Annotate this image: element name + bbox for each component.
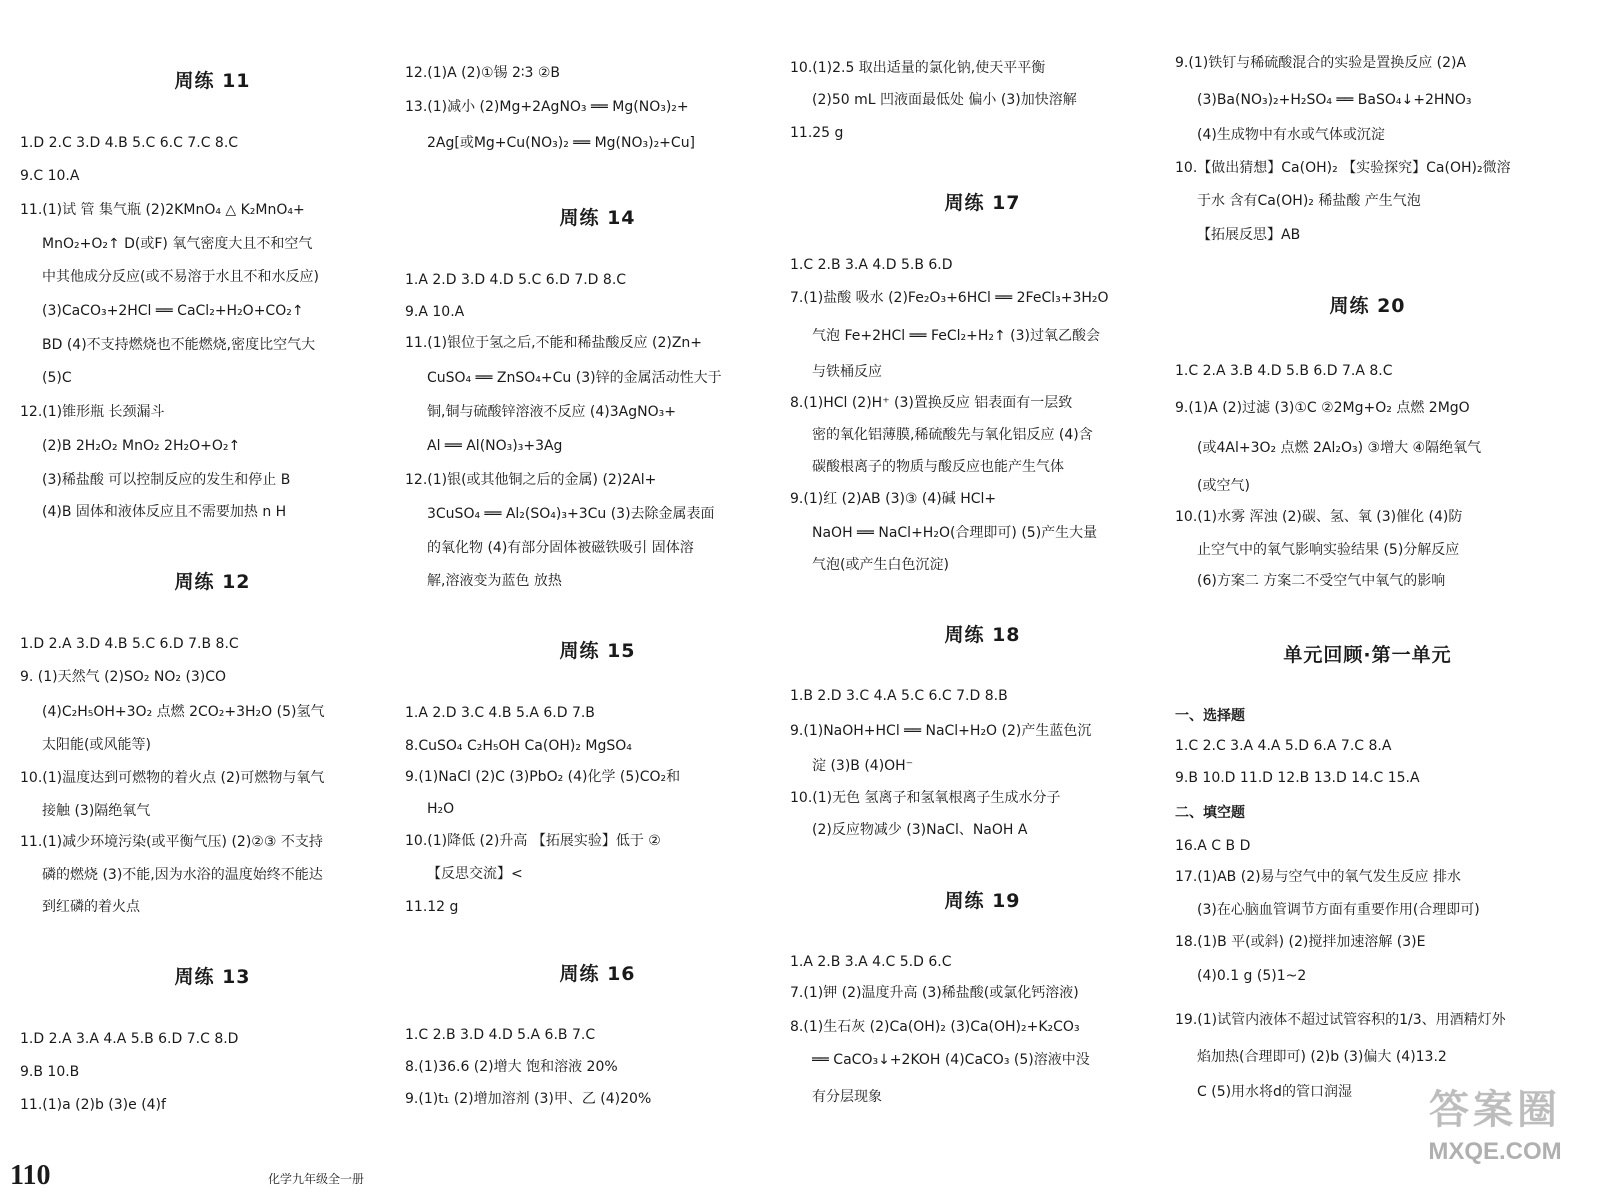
- answer-line: NaOH ══ NaCl+H₂O(合理即可) (5)产生大量: [812, 525, 1098, 541]
- answer-line: 于水 含有Ca(OH)₂ 稀盐酸 产生气泡: [1197, 193, 1421, 209]
- answer-line: 9.(1)A (2)过滤 (3)①C ②2Mg+O₂ 点燃 2MgO: [1175, 400, 1470, 416]
- answer-line: 1.C 2.B 3.D 4.D 5.A 6.B 7.C: [405, 1027, 596, 1043]
- section-title: 周练 11: [174, 70, 251, 92]
- column-3: [790, 0, 1175, 1197]
- answer-line: 1.A 2.D 3.D 4.D 5.C 6.D 7.D 8.C: [405, 272, 627, 288]
- answer-line: 淀 (3)B (4)OH⁻: [812, 758, 914, 774]
- answer-line: 9.(1)NaOH+HCl ══ NaCl+H₂O (2)产生蓝色沉: [790, 723, 1092, 739]
- answer-line: 1.D 2.A 3.A 4.A 5.B 6.D 7.C 8.D: [20, 1031, 239, 1047]
- answer-line: 10.(1)水雾 浑浊 (2)碳、氢、氧 (3)催化 (4)防: [1175, 509, 1463, 525]
- answer-line: 气泡 Fe+2HCl ══ FeCl₂+H₂↑ (3)过氧乙酸会: [812, 328, 1100, 344]
- answer-line: 的氧化物 (4)有部分固体被磁铁吸引 固体溶: [427, 540, 694, 556]
- answer-line: 气泡(或产生白色沉淀): [812, 557, 949, 573]
- section-title: 周练 19: [944, 890, 1021, 912]
- answer-line: 12.(1)银(或其他铜之后的金属) (2)2Al+: [405, 472, 657, 488]
- book-title: 化学九年级全一册: [268, 1172, 365, 1186]
- answer-line: (3)Ba(NO₃)₂+H₂SO₄ ══ BaSO₄↓+2HNO₃: [1197, 92, 1472, 108]
- section-title: 单元回顾·第一单元: [1283, 644, 1452, 666]
- answer-line: (4)0.1 g (5)1~2: [1197, 968, 1307, 984]
- answer-line: 9.(1)铁钉与稀硫酸混合的实验是置换反应 (2)A: [1175, 55, 1467, 71]
- answer-line: MnO₂+O₂↑ D(或F) 氧气密度大且不和空气: [42, 236, 313, 252]
- answer-line: 19.(1)试管内液体不超过试管容积的1/3、用酒精灯外: [1175, 1012, 1506, 1028]
- section-title: 周练 18: [944, 624, 1021, 646]
- section-title: 周练 16: [559, 963, 636, 985]
- page-number: 110: [10, 1160, 51, 1191]
- answer-line: 磷的燃烧 (3)不能,因为水浴的温度始终不能达: [42, 867, 323, 883]
- answer-line: (3)稀盐酸 可以控制反应的发生和停止 B: [42, 472, 291, 488]
- answer-line: 与铁桶反应: [812, 364, 882, 380]
- answer-line: 9.B 10.D 11.D 12.B 13.D 14.C 15.A: [1175, 770, 1420, 786]
- answer-line: 有分层现象: [812, 1089, 882, 1105]
- answer-line: 11.(1)银位于氢之后,不能和稀盐酸反应 (2)Zn+: [405, 335, 703, 351]
- answer-line: H₂O: [427, 801, 455, 817]
- answer-line: 中其他成分反应(或不易溶于水且不和水反应): [42, 269, 319, 285]
- answer-line: 9.(1)红 (2)AB (3)③ (4)碱 HCl+: [790, 491, 997, 507]
- answer-line: 太阳能(或风能等): [42, 737, 151, 753]
- watermark-logo: 答案圈: [1429, 1087, 1561, 1133]
- answer-line: 9.A 10.A: [405, 304, 465, 320]
- answer-line: 11.(1)试 管 集气瓶 (2)2KMnO₄ △ K₂MnO₄+: [20, 202, 305, 218]
- answer-line: 17.(1)AB (2)易与空气中的氧气发生反应 排水: [1175, 869, 1462, 885]
- answer-line: 铜,铜与硫酸锌溶液不反应 (4)3AgNO₃+: [427, 404, 676, 420]
- section-title: 周练 14: [559, 207, 636, 229]
- answer-line: 1.C 2.B 3.A 4.D 5.B 6.D: [790, 257, 953, 273]
- answer-line: 焰加热(合理即可) (2)b (3)偏大 (4)13.2: [1197, 1049, 1447, 1065]
- section-title: 周练 12: [174, 571, 251, 593]
- answer-line: 18.(1)B 平(或斜) (2)搅拌加速溶解 (3)E: [1175, 934, 1426, 950]
- answer-line: (3)在心脑血管调节方面有重要作用(合理即可): [1197, 902, 1480, 918]
- answer-line: BD (4)不支持燃烧也不能燃烧,密度比空气大: [42, 337, 316, 353]
- watermark-url: MXQE.COM: [1428, 1138, 1562, 1165]
- watermark: [1395, 1078, 1595, 1178]
- answer-line: (3)CaCO₃+2HCl ══ CaCl₂+H₂O+CO₂↑: [42, 303, 304, 319]
- answer-line: (2)50 mL 凹液面最低处 偏小 (3)加快溶解: [812, 92, 1077, 108]
- answer-line: 7.(1)钾 (2)温度升高 (3)稀盐酸(或氯化钙溶液): [790, 985, 1079, 1001]
- answer-line: 12.(1)锥形瓶 长颈漏斗: [20, 404, 165, 420]
- subsection-heading: 二、填空题: [1175, 805, 1245, 821]
- answer-line: 9.(1)NaCl (2)C (3)PbO₂ (4)化学 (5)CO₂和: [405, 769, 681, 785]
- answer-line: 1.A 2.D 3.C 4.B 5.A 6.D 7.B: [405, 705, 595, 721]
- subsection-heading: 一、选择题: [1175, 708, 1245, 724]
- answer-line: 12.(1)A (2)①锡 2∶3 ②B: [405, 65, 561, 81]
- answer-line: 9.B 10.B: [20, 1064, 80, 1080]
- column-1: [20, 0, 405, 1197]
- answer-line: 10.(1)降低 (2)升高 【拓展实验】低于 ②: [405, 833, 661, 849]
- answer-line: 8.(1)36.6 (2)增大 饱和溶液 20%: [405, 1059, 618, 1075]
- section-title: 周练 17: [944, 192, 1021, 214]
- answer-line: (2)反应物减少 (3)NaCl、NaOH A: [812, 822, 1028, 838]
- answer-line: 接触 (3)隔绝氧气: [42, 803, 151, 819]
- answer-line: 止空气中的氧气影响实验结果 (5)分解反应: [1197, 542, 1460, 558]
- answer-line: 8.(1)生石灰 (2)Ca(OH)₂ (3)Ca(OH)₂+K₂CO₃: [790, 1019, 1080, 1035]
- column-2: [405, 0, 790, 1197]
- answer-line: ══ CaCO₃↓+2KOH (4)CaCO₃ (5)溶液中没: [812, 1052, 1090, 1068]
- section-title: 周练 15: [559, 640, 636, 662]
- answer-line: 1.D 2.A 3.D 4.B 5.C 6.D 7.B 8.C: [20, 636, 239, 652]
- answer-line: 解,溶液变为蓝色 放热: [427, 573, 562, 589]
- answer-line: 11.(1)a (2)b (3)e (4)f: [20, 1097, 166, 1113]
- section-title: 周练 20: [1329, 295, 1406, 317]
- answer-line: 1.B 2.D 3.C 4.A 5.C 6.C 7.D 8.B: [790, 688, 1008, 704]
- answer-line: 10.(1)无色 氢离子和氢氧根离子生成水分子: [790, 790, 1061, 806]
- answer-line: (5)C: [42, 370, 72, 386]
- answer-line: (6)方案二 方案二不受空气中氧气的影响: [1197, 573, 1446, 589]
- answer-line: 8.(1)HCl (2)H⁺ (3)置换反应 铝表面有一层致: [790, 395, 1073, 411]
- answer-line: 3CuSO₄ ══ Al₂(SO₄)₃+3Cu (3)去除金属表面: [427, 506, 715, 522]
- answer-line: (2)B 2H₂O₂ MnO₂ 2H₂O+O₂↑: [42, 438, 241, 454]
- answer-line: (4)B 固体和液体反应且不需要加热 n H: [42, 504, 287, 520]
- answer-line: (或4Al+3O₂ 点燃 2Al₂O₃) ③增大 ④隔绝氧气: [1197, 440, 1482, 456]
- answer-line: 8.CuSO₄ C₂H₅OH Ca(OH)₂ MgSO₄: [405, 738, 632, 754]
- answer-line: 11.25 g: [790, 125, 844, 141]
- answer-line: 【拓展反思】AB: [1197, 227, 1301, 243]
- answer-line: 9.C 10.A: [20, 168, 80, 184]
- column-4: [1175, 0, 1560, 1197]
- answer-line: 10.(1)2.5 取出适量的氯化钠,使天平平衡: [790, 60, 1046, 76]
- section-title: 周练 13: [174, 966, 251, 988]
- answer-line: 9. (1)天然气 (2)SO₂ NO₂ (3)CO: [20, 669, 227, 685]
- answer-line: (4)生成物中有水或气体或沉淀: [1197, 127, 1385, 143]
- answer-line: 10.【做出猜想】Ca(OH)₂ 【实验探究】Ca(OH)₂微溶: [1175, 160, 1511, 176]
- answer-line: 11.12 g: [405, 899, 459, 915]
- answer-line: C (5)用水将d的管口润湿: [1197, 1084, 1352, 1100]
- answer-line: (4)C₂H₅OH+3O₂ 点燃 2CO₂+3H₂O (5)氢气: [42, 704, 325, 720]
- answer-line: CuSO₄ ══ ZnSO₄+Cu (3)锌的金属活动性大于: [427, 370, 722, 386]
- answer-line: 7.(1)盐酸 吸水 (2)Fe₂O₃+6HCl ══ 2FeCl₃+3H₂O: [790, 290, 1109, 306]
- answer-line: 1.C 2.C 3.A 4.A 5.D 6.A 7.C 8.A: [1175, 738, 1392, 754]
- answer-line: 1.D 2.C 3.D 4.B 5.C 6.C 7.C 8.C: [20, 135, 239, 151]
- answer-line: Al ══ Al(NO₃)₃+3Ag: [427, 438, 563, 454]
- answer-line: 2Ag[或Mg+Cu(NO₃)₂ ══ Mg(NO₃)₂+Cu]: [427, 135, 696, 151]
- answer-line: 1.A 2.B 3.A 4.C 5.D 6.C: [790, 954, 952, 970]
- answer-line: 10.(1)温度达到可燃物的着火点 (2)可燃物与氧气: [20, 770, 325, 786]
- answer-line: 【反思交流】<: [427, 866, 523, 882]
- answer-line: 到红磷的着火点: [42, 899, 140, 915]
- answer-line: 碳酸根离子的物质与酸反应也能产生气体: [812, 459, 1064, 475]
- answer-line: 16.A C B D: [1175, 838, 1251, 854]
- answer-line: 11.(1)减少环境污染(或平衡气压) (2)②③ 不支持: [20, 834, 323, 850]
- answer-line: 密的氧化铝薄膜,稀硫酸先与氧化铝反应 (4)含: [812, 427, 1093, 443]
- answer-line: 13.(1)减小 (2)Mg+2AgNO₃ ══ Mg(NO₃)₂+: [405, 99, 689, 115]
- answer-line: 1.C 2.A 3.B 4.D 5.B 6.D 7.A 8.C: [1175, 363, 1393, 379]
- answer-line: 9.(1)t₁ (2)增加溶剂 (3)甲、乙 (4)20%: [405, 1091, 652, 1107]
- answer-line: (或空气): [1197, 478, 1250, 494]
